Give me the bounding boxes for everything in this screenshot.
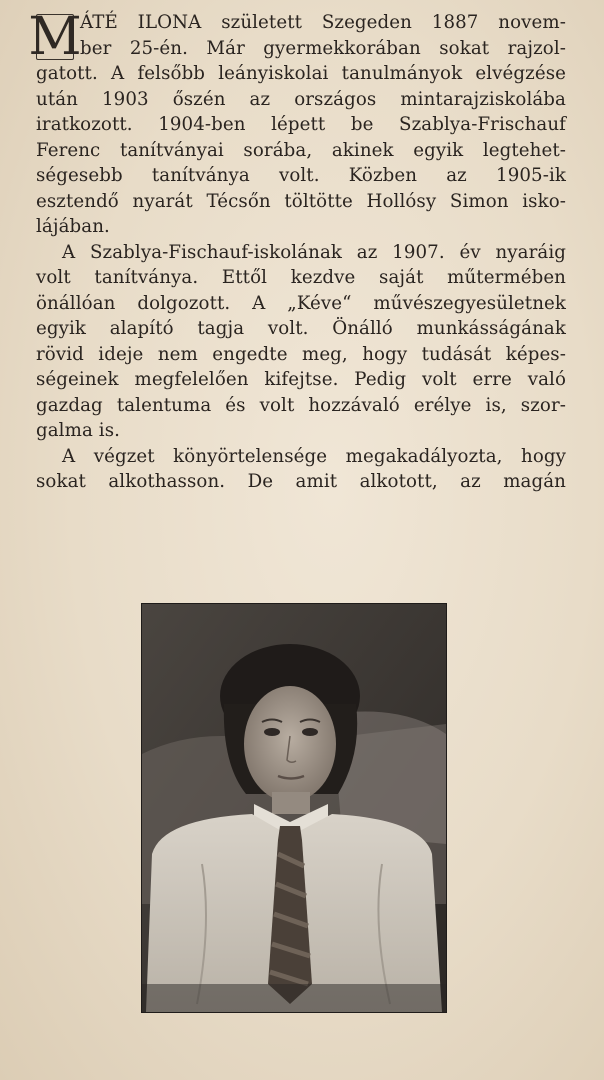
text-line-9: lájában.: [36, 216, 110, 237]
text-line-14: rövid ideje nem engedte meg, hogy tudását képes-: [36, 343, 566, 365]
portrait-illustration: [142, 604, 446, 1012]
text-line-8: esztendő nyarát Técsőn töltötte Hollósy Simon isko-: [36, 190, 566, 212]
text-line-18: A végzet könyörtelensége megakadályozta, hogy: [62, 445, 566, 467]
text-line-19: sokat alkothasson. De amit alkotott, az magán: [36, 471, 566, 492]
text-line-17: galma is.: [36, 420, 121, 441]
text-line-5: iratkozott. 1904-ben lépett be Szablya-Frischauf: [36, 114, 566, 135]
dropcap-letter: M: [28, 7, 82, 67]
text-line-10: A Szablya-Fischauf-iskolának az 1907. év nyaráig: [62, 241, 566, 263]
portrait-photo: [142, 604, 446, 1012]
text-line-3: gatott. A felsőbb leányiskolai tanulmányok elvégzése: [36, 63, 566, 84]
text-line-12: önállóan dolgozott. A „Kéve“ művészegyesületnek: [36, 292, 566, 314]
text-line-1: ÁTÉ ILONA született Szegeden 1887 novem-: [80, 12, 566, 33]
text-line-6: Ferenc tanítványai sorába, akinek egyik legtehet-: [36, 139, 566, 161]
text-line-7: ségesebb tanítványa volt. Közben az 1905-ik: [36, 165, 566, 186]
text-line-13: egyik alapító tagja volt. Önálló munkásságának: [36, 318, 566, 339]
text-line-4: után 1903 őszén az országos mintarajziskolába: [36, 88, 566, 110]
text-line-2: ber 25-én. Már gyermekkorában sokat rajzol-: [80, 37, 566, 59]
text-line-16: gazdag talentuma és volt hozzávaló erélye is, szor-: [36, 394, 566, 416]
text-line-11: volt tanítványa. Ettől kezdve saját műtermében: [36, 267, 566, 288]
text-line-15: ségeinek megfelelően kifejtse. Pedig volt erre való: [36, 369, 566, 390]
article-text: [28, 7, 566, 495]
